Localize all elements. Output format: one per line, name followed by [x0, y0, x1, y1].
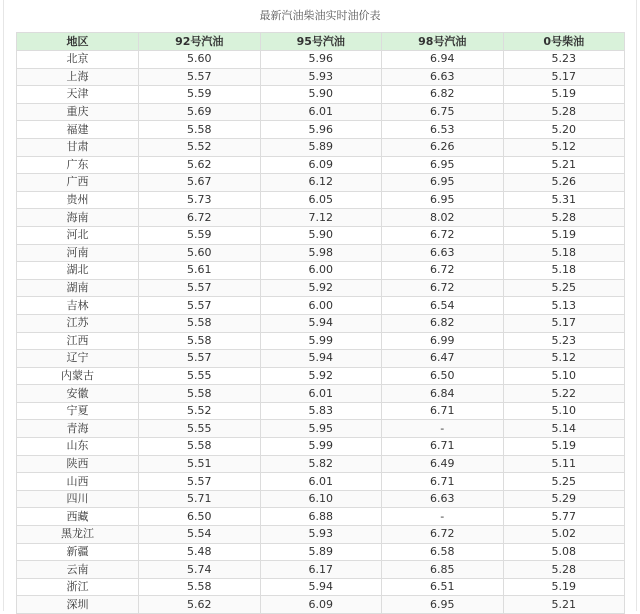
price-92-cell: 5.57	[139, 279, 261, 297]
region-cell: 安徽	[17, 385, 139, 403]
price-98-cell: 6.94	[382, 51, 504, 69]
price-95-cell: 5.99	[260, 438, 382, 456]
price-98-cell: 6.54	[382, 297, 504, 315]
region-cell: 山西	[17, 473, 139, 491]
price-95-cell: 5.96	[260, 121, 382, 139]
table-row	[17, 209, 625, 227]
price-diesel-cell: 5.29	[503, 490, 625, 508]
region-cell: 河南	[17, 244, 139, 262]
region-cell: 湖北	[17, 262, 139, 280]
price-diesel-cell: 5.14	[503, 420, 625, 438]
price-diesel-cell: 5.25	[503, 473, 625, 491]
price-92-cell: 5.58	[139, 121, 261, 139]
price-98-cell: 6.63	[382, 68, 504, 86]
price-diesel-cell: 5.19	[503, 226, 625, 244]
table-row	[17, 367, 625, 385]
table-row	[17, 103, 625, 121]
table-row	[17, 543, 625, 561]
price-92-cell: 5.58	[139, 578, 261, 596]
region-cell: 吉林	[17, 297, 139, 315]
price-diesel-cell: 5.23	[503, 332, 625, 350]
price-92-cell: 5.73	[139, 191, 261, 209]
oil-price-table	[16, 32, 625, 614]
price-95-cell: 6.88	[260, 508, 382, 526]
price-98-cell: 6.53	[382, 121, 504, 139]
price-92-cell: 5.55	[139, 420, 261, 438]
price-92-cell: 5.67	[139, 174, 261, 192]
table-row	[17, 578, 625, 596]
price-diesel-cell: 5.17	[503, 68, 625, 86]
price-98-cell: 6.84	[382, 385, 504, 403]
column-header-92-gasoline: 92号汽油	[139, 33, 261, 51]
region-cell: 辽宁	[17, 350, 139, 368]
price-95-cell: 6.00	[260, 297, 382, 315]
region-cell: 海南	[17, 209, 139, 227]
price-98-cell: 6.63	[382, 244, 504, 262]
region-cell: 河北	[17, 226, 139, 244]
region-cell: 四川	[17, 490, 139, 508]
price-98-cell: 6.95	[382, 191, 504, 209]
table-row	[17, 138, 625, 156]
price-92-cell: 5.55	[139, 367, 261, 385]
price-95-cell: 5.93	[260, 526, 382, 544]
price-92-cell: 5.62	[139, 156, 261, 174]
region-cell: 内蒙古	[17, 367, 139, 385]
price-95-cell: 7.12	[260, 209, 382, 227]
table-row	[17, 262, 625, 280]
price-92-cell: 5.51	[139, 455, 261, 473]
price-92-cell: 5.61	[139, 262, 261, 280]
price-98-cell: 8.02	[382, 209, 504, 227]
table-row	[17, 508, 625, 526]
price-95-cell: 6.00	[260, 262, 382, 280]
price-98-cell: 6.75	[382, 103, 504, 121]
price-diesel-cell: 5.21	[503, 156, 625, 174]
price-diesel-cell: 5.11	[503, 455, 625, 473]
price-98-cell: 6.71	[382, 473, 504, 491]
price-92-cell: 5.57	[139, 473, 261, 491]
price-98-cell: 6.72	[382, 262, 504, 280]
table-row	[17, 490, 625, 508]
table-row	[17, 314, 625, 332]
table-row	[17, 174, 625, 192]
price-92-cell: 5.52	[139, 402, 261, 420]
price-diesel-cell: 5.22	[503, 385, 625, 403]
price-98-cell: 6.71	[382, 402, 504, 420]
table-row	[17, 279, 625, 297]
price-98-cell: 6.82	[382, 314, 504, 332]
region-cell: 重庆	[17, 103, 139, 121]
price-98-cell: 6.95	[382, 156, 504, 174]
price-95-cell: 6.05	[260, 191, 382, 209]
price-95-cell: 5.89	[260, 138, 382, 156]
price-92-cell: 5.74	[139, 561, 261, 579]
price-diesel-cell: 5.26	[503, 174, 625, 192]
price-95-cell: 6.09	[260, 596, 382, 614]
table-row	[17, 121, 625, 139]
region-cell: 云南	[17, 561, 139, 579]
region-cell: 湖南	[17, 279, 139, 297]
price-95-cell: 5.94	[260, 350, 382, 368]
region-cell: 新疆	[17, 543, 139, 561]
price-98-cell: 6.51	[382, 578, 504, 596]
price-98-cell: 6.95	[382, 174, 504, 192]
price-diesel-cell: 5.31	[503, 191, 625, 209]
price-95-cell: 6.12	[260, 174, 382, 192]
price-diesel-cell: 5.28	[503, 209, 625, 227]
price-92-cell: 5.48	[139, 543, 261, 561]
region-cell: 福建	[17, 121, 139, 139]
price-92-cell: 5.58	[139, 314, 261, 332]
price-92-cell: 5.60	[139, 244, 261, 262]
price-95-cell: 5.83	[260, 402, 382, 420]
price-98-cell: 6.63	[382, 490, 504, 508]
price-92-cell: 5.57	[139, 297, 261, 315]
region-cell: 上海	[17, 68, 139, 86]
price-95-cell: 5.89	[260, 543, 382, 561]
price-95-cell: 5.98	[260, 244, 382, 262]
price-98-cell: 6.85	[382, 561, 504, 579]
column-header-0-diesel: 0号柴油	[503, 33, 625, 51]
price-98-cell: 6.82	[382, 86, 504, 104]
price-92-cell: 5.54	[139, 526, 261, 544]
price-diesel-cell: 5.12	[503, 138, 625, 156]
table-row	[17, 473, 625, 491]
price-diesel-cell: 5.13	[503, 297, 625, 315]
price-95-cell: 5.90	[260, 226, 382, 244]
region-cell: 西藏	[17, 508, 139, 526]
table-row	[17, 385, 625, 403]
region-cell: 陕西	[17, 455, 139, 473]
region-cell: 贵州	[17, 191, 139, 209]
price-92-cell: 5.60	[139, 51, 261, 69]
price-98-cell: 6.49	[382, 455, 504, 473]
price-diesel-cell: 5.23	[503, 51, 625, 69]
price-92-cell: 5.59	[139, 226, 261, 244]
table-row	[17, 438, 625, 456]
region-cell: 天津	[17, 86, 139, 104]
column-header-98-gasoline: 98号汽油	[382, 33, 504, 51]
region-cell: 甘肃	[17, 138, 139, 156]
price-92-cell: 5.52	[139, 138, 261, 156]
price-92-cell: 6.50	[139, 508, 261, 526]
table-row	[17, 420, 625, 438]
price-diesel-cell: 5.19	[503, 578, 625, 596]
price-95-cell: 6.17	[260, 561, 382, 579]
table-row	[17, 51, 625, 69]
table-row	[17, 156, 625, 174]
price-98-cell: -	[382, 420, 504, 438]
price-diesel-cell: 5.12	[503, 350, 625, 368]
price-diesel-cell: 5.17	[503, 314, 625, 332]
price-diesel-cell: 5.25	[503, 279, 625, 297]
region-cell: 山东	[17, 438, 139, 456]
price-95-cell: 6.10	[260, 490, 382, 508]
price-92-cell: 5.58	[139, 332, 261, 350]
table-row	[17, 526, 625, 544]
region-cell: 浙江	[17, 578, 139, 596]
price-98-cell: 6.99	[382, 332, 504, 350]
price-95-cell: 5.92	[260, 367, 382, 385]
price-98-cell: 6.58	[382, 543, 504, 561]
price-diesel-cell: 5.28	[503, 103, 625, 121]
price-95-cell: 5.95	[260, 420, 382, 438]
region-cell: 北京	[17, 51, 139, 69]
table-body	[17, 51, 625, 614]
price-92-cell: 5.59	[139, 86, 261, 104]
price-95-cell: 5.82	[260, 455, 382, 473]
region-cell: 广西	[17, 174, 139, 192]
price-98-cell: -	[382, 508, 504, 526]
price-diesel-cell: 5.02	[503, 526, 625, 544]
price-diesel-cell: 5.18	[503, 262, 625, 280]
region-cell: 宁夏	[17, 402, 139, 420]
price-92-cell: 5.71	[139, 490, 261, 508]
column-header-region: 地区	[17, 33, 139, 51]
table-row	[17, 244, 625, 262]
price-diesel-cell: 5.10	[503, 367, 625, 385]
price-diesel-cell: 5.10	[503, 402, 625, 420]
price-95-cell: 6.01	[260, 103, 382, 121]
region-cell: 黑龙江	[17, 526, 139, 544]
price-98-cell: 6.47	[382, 350, 504, 368]
table-row	[17, 332, 625, 350]
price-92-cell: 5.62	[139, 596, 261, 614]
price-diesel-cell: 5.08	[503, 543, 625, 561]
price-98-cell: 6.95	[382, 596, 504, 614]
price-92-cell: 5.58	[139, 385, 261, 403]
price-diesel-cell: 5.21	[503, 596, 625, 614]
price-diesel-cell: 5.20	[503, 121, 625, 139]
price-95-cell: 6.01	[260, 385, 382, 403]
region-cell: 青海	[17, 420, 139, 438]
table-row	[17, 191, 625, 209]
region-cell: 江西	[17, 332, 139, 350]
price-95-cell: 5.94	[260, 578, 382, 596]
table-row	[17, 86, 625, 104]
price-diesel-cell: 5.77	[503, 508, 625, 526]
price-92-cell: 5.58	[139, 438, 261, 456]
price-92-cell: 5.69	[139, 103, 261, 121]
price-95-cell: 5.96	[260, 51, 382, 69]
price-95-cell: 5.99	[260, 332, 382, 350]
price-95-cell: 5.90	[260, 86, 382, 104]
price-92-cell: 5.57	[139, 68, 261, 86]
price-95-cell: 6.09	[260, 156, 382, 174]
price-diesel-cell: 5.19	[503, 438, 625, 456]
price-95-cell: 5.94	[260, 314, 382, 332]
price-95-cell: 5.92	[260, 279, 382, 297]
region-cell: 广东	[17, 156, 139, 174]
table-row	[17, 68, 625, 86]
table-row	[17, 350, 625, 368]
region-cell: 深圳	[17, 596, 139, 614]
price-98-cell: 6.71	[382, 438, 504, 456]
table-row	[17, 297, 625, 315]
price-95-cell: 5.93	[260, 68, 382, 86]
price-95-cell: 6.01	[260, 473, 382, 491]
price-98-cell: 6.50	[382, 367, 504, 385]
price-92-cell: 5.57	[139, 350, 261, 368]
column-header-95-gasoline: 95号汽油	[260, 33, 382, 51]
price-diesel-cell: 5.18	[503, 244, 625, 262]
price-98-cell: 6.72	[382, 526, 504, 544]
price-diesel-cell: 5.19	[503, 86, 625, 104]
price-98-cell: 6.72	[382, 279, 504, 297]
price-diesel-cell: 5.28	[503, 561, 625, 579]
table-row	[17, 226, 625, 244]
price-92-cell: 6.72	[139, 209, 261, 227]
region-cell: 江苏	[17, 314, 139, 332]
table-row	[17, 455, 625, 473]
table-header-row	[17, 33, 625, 51]
table-row	[17, 561, 625, 579]
price-98-cell: 6.26	[382, 138, 504, 156]
table-caption: 最新汽油柴油实时油价表	[259, 9, 381, 22]
table-row	[17, 402, 625, 420]
price-98-cell: 6.72	[382, 226, 504, 244]
